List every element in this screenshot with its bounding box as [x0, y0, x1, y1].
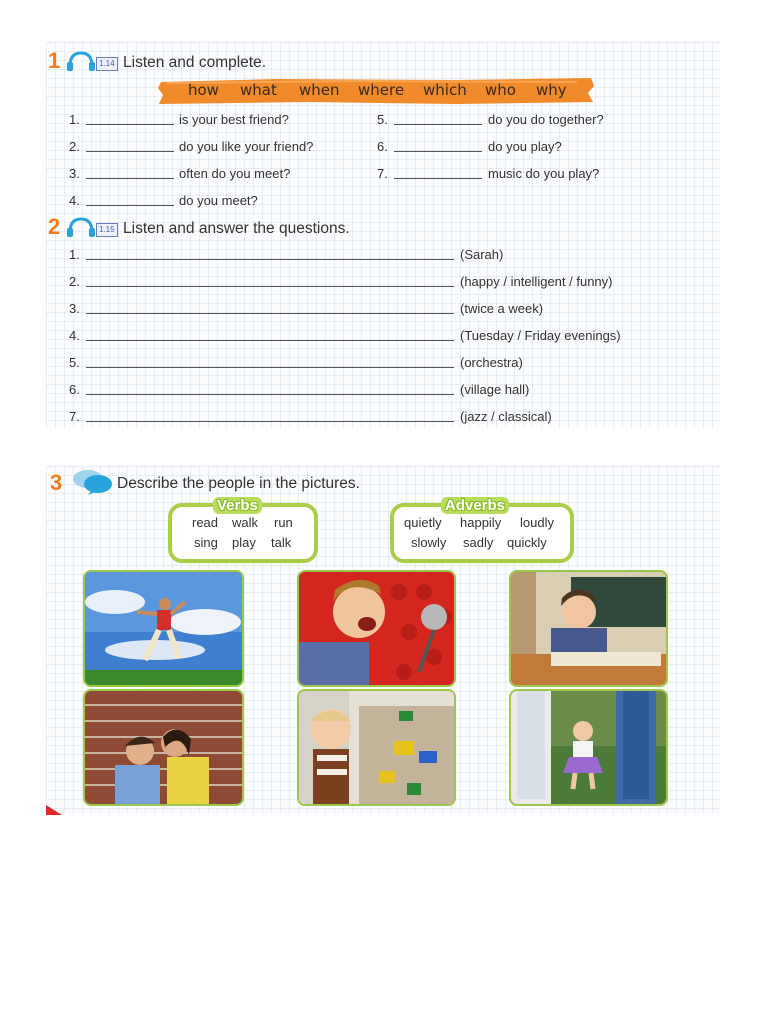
word-bank-item: what: [240, 81, 277, 99]
item-number: 5.: [377, 112, 388, 127]
question-text: do you play?: [488, 139, 562, 154]
word-bank-item: who: [485, 81, 516, 99]
answer-line[interactable]: [86, 394, 454, 395]
exercise-3-instruction: Describe the people in the pictures.: [117, 475, 360, 492]
exercise-3-number: 3: [50, 470, 63, 495]
answer-hint: (twice a week): [460, 301, 544, 316]
answer-hint: (happy / intelligent / funny): [460, 274, 613, 289]
answer-hint: (jazz / classical): [460, 409, 552, 424]
item-number: 4.: [69, 328, 80, 343]
verb-word: sing: [194, 535, 218, 550]
answer-line[interactable]: [86, 259, 454, 260]
speech-bubble-icon: [70, 468, 114, 496]
photo-boy-running: [83, 570, 244, 687]
answer-line[interactable]: [86, 286, 454, 287]
track-number-2: 1.15: [96, 223, 118, 237]
headphones-icon: [66, 216, 96, 238]
answer-hint: (orchestra): [460, 355, 523, 370]
word-bank-item: how: [188, 81, 219, 99]
answer-line[interactable]: [86, 367, 454, 368]
verb-word: walk: [232, 515, 259, 530]
adverb-word: quietly: [404, 515, 442, 530]
word-bank-item: which: [423, 81, 467, 99]
headphones-icon: [66, 50, 96, 72]
item-number: 7.: [377, 166, 388, 181]
photo-toddler-walking: [509, 689, 668, 806]
word-bank-item: when: [299, 81, 340, 99]
exercise-2-number: 2: [48, 214, 61, 239]
verb-word: run: [274, 515, 293, 530]
item-number: 1.: [69, 247, 80, 262]
verb-word: play: [232, 535, 256, 550]
question-text: is your best friend?: [179, 112, 289, 127]
answer-line[interactable]: [86, 313, 454, 314]
adverb-word: happily: [460, 515, 502, 530]
answer-line[interactable]: [86, 340, 454, 341]
adverb-word: slowly: [411, 535, 447, 550]
photo-boy-reading: [509, 570, 668, 687]
item-number: 2.: [69, 139, 80, 154]
item-number: 1.: [69, 112, 80, 127]
verbs-title: Verbs: [213, 497, 262, 514]
item-number: 2.: [69, 274, 80, 289]
photo-child-playing: [297, 689, 456, 806]
item-number: 4.: [69, 193, 80, 208]
verb-word: talk: [271, 535, 292, 550]
photo-girls-talking: [83, 689, 244, 806]
item-number: 6.: [377, 139, 388, 154]
question-text: do you meet?: [179, 193, 258, 208]
answer-blank[interactable]: [86, 205, 174, 206]
exercise-1-instruction: Listen and complete.: [123, 54, 267, 71]
word-bank-item: where: [358, 81, 405, 99]
photo-boy-singing: [297, 570, 456, 687]
answer-blank[interactable]: [86, 124, 174, 125]
item-number: 7.: [69, 409, 80, 424]
answer-blank[interactable]: [394, 151, 482, 152]
question-text: do you like your friend?: [179, 139, 314, 154]
question-text: do you do together?: [488, 112, 604, 127]
answer-blank[interactable]: [394, 178, 482, 179]
track-number-1: 1.14: [96, 57, 118, 71]
answer-hint: (Sarah): [460, 247, 504, 262]
answer-blank[interactable]: [86, 151, 174, 152]
page-corner-marker: [46, 805, 62, 815]
item-number: 3.: [69, 166, 80, 181]
question-text: music do you play?: [488, 166, 600, 181]
answer-line[interactable]: [86, 421, 454, 422]
answer-hint: (Tuesday / Friday evenings): [460, 328, 621, 343]
adverbs-title: Adverbs: [441, 497, 509, 514]
adverb-word: loudly: [520, 515, 554, 530]
answer-hint: (village hall): [460, 382, 530, 397]
item-number: 3.: [69, 301, 80, 316]
word-bank-item: why: [536, 81, 567, 99]
adverb-word: quickly: [507, 535, 547, 550]
item-number: 5.: [69, 355, 80, 370]
exercise-1-number: 1: [48, 48, 61, 73]
verb-word: read: [192, 515, 219, 530]
answer-blank[interactable]: [86, 178, 174, 179]
adverb-word: sadly: [463, 535, 494, 550]
answer-blank[interactable]: [394, 124, 482, 125]
exercise-2-instruction: Listen and answer the questions.: [123, 220, 350, 237]
item-number: 6.: [69, 382, 80, 397]
question-text: often do you meet?: [179, 166, 291, 181]
